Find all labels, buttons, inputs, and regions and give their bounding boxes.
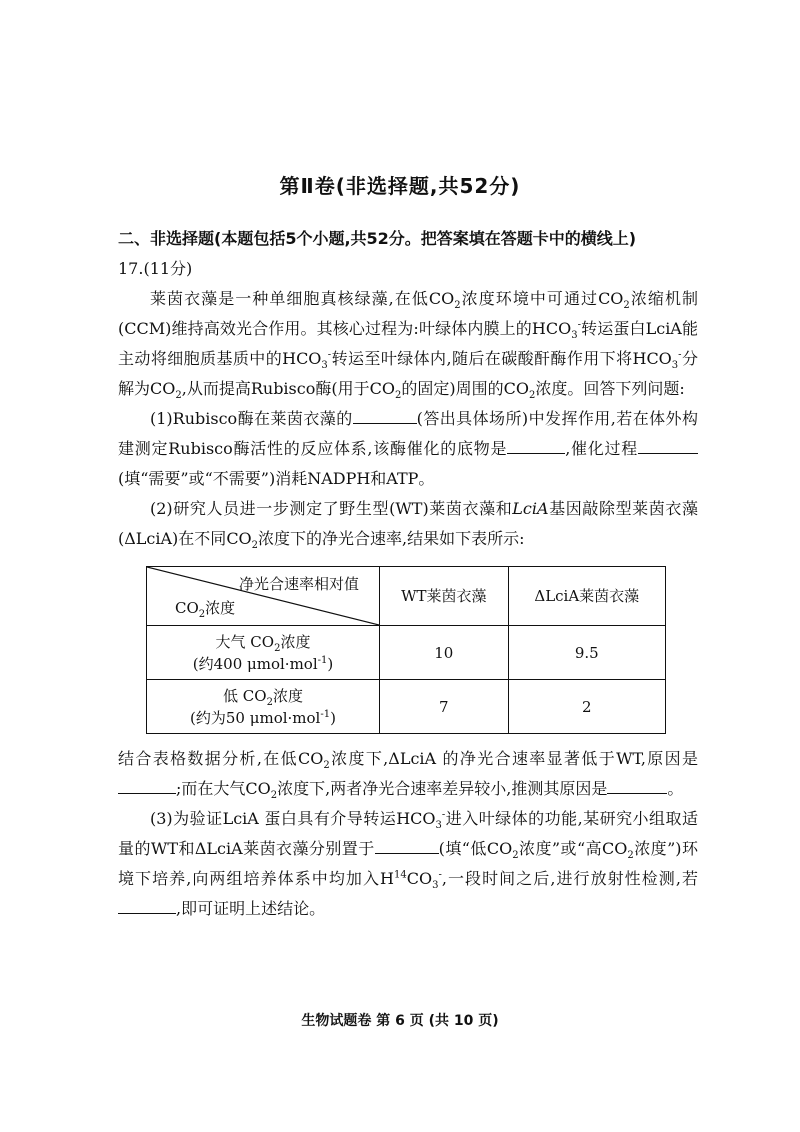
col-header-wt: WT莱茵衣藻	[380, 567, 509, 626]
answer-blank[interactable]	[375, 835, 439, 854]
cell-wt: 7	[380, 680, 509, 734]
question-3: (3)为验证LciA 蛋白具有介导转运$HCO_3^-$进入叶绿体的功能,某研究小组取适量的WT和ΔLciA莱茵衣藻分别置于 (填“低$CO_2$浓度”或“高$CO_2$浓度”)环境下培养,向两组培养体系中均加入$H^{14}CO_3^-$,一段时间之后,进行放射性检测,若,即可证明上述结论。	[118, 809, 699, 918]
cell-ko: 2	[508, 680, 665, 734]
intro-paragraph: 莱茵衣藻是一种单细胞真核绿藻,在低$CO_2$浓度环境中可通过$CO_2$浓缩机制(CCM)维持高效光合作用。其核心过程为:叶绿体内膜上的$HCO_3^-$转运蛋白LciA能主动将细胞质基质中的$HCO_3^-$转运至叶绿体内,随后在碳酸酐酶作用下将$HCO_3^-$分解为$CO_2$,从而提高Rubisco酶(用于$CO_2$的固定)周围的$CO_2$浓度。回答下列问题:	[118, 289, 698, 402]
table-row	[147, 626, 666, 680]
answer-blank[interactable]	[118, 775, 176, 794]
answer-blank[interactable]	[507, 435, 565, 454]
cell-wt: 10	[380, 626, 509, 680]
section-heading: 二、非选择题(本题包括5个小题,共52分。把答案填在答题卡中的横线上)	[118, 229, 637, 248]
section-title: 第Ⅱ卷(非选择题,共52分)	[279, 174, 521, 198]
cell-ko: 9.5	[508, 626, 665, 680]
question-2-analysis: 结合表格数据分析,在低$CO_2$浓度下,ΔLciA 的净光合速率显著低于WT,原因是;而在大气$CO_2$浓度下,两者净光合速率差异较小,推测其原因是 。	[118, 749, 698, 802]
answer-blank[interactable]	[118, 895, 176, 914]
page-footer: 生物试题卷 第 6 页 (共 10 页)	[301, 1013, 499, 1029]
question-1: (1)Rubisco酶在莱茵衣藻的 (答出具体场所)中发挥作用,若在体外构建测定Rubisco酶活性的反应体系,该酶催化的底物是 ,催化过程(填“需要”或“不需要”)消耗NADPH和ATP。	[118, 404, 698, 494]
question-number: 17.(11分)	[118, 259, 193, 278]
col-header-ko: ΔLciA莱茵衣藻	[508, 567, 665, 626]
question-2: (2)研究人员进一步测定了野生型(WT)莱茵衣藻和LciA基因敲除型莱茵衣藻(ΔLciA)在不同$CO_2$浓度下的净光合速率,结果如下表所示:	[118, 499, 698, 552]
table-row	[147, 680, 666, 734]
row-label: 大气 $CO_2$浓度 (约400 μmol·mol$^{-1}$)	[147, 626, 380, 680]
answer-blank[interactable]	[353, 405, 417, 424]
row-label: 低 $CO_2$浓度 (约为50 μmol·mol$^{-1}$)	[147, 680, 380, 734]
answer-blank[interactable]	[638, 435, 698, 454]
table-corner-header: 净光合速率相对值 $CO_2$浓度	[147, 567, 380, 626]
question-body	[118, 224, 698, 924]
answer-blank[interactable]	[607, 775, 667, 794]
data-table	[146, 566, 666, 734]
